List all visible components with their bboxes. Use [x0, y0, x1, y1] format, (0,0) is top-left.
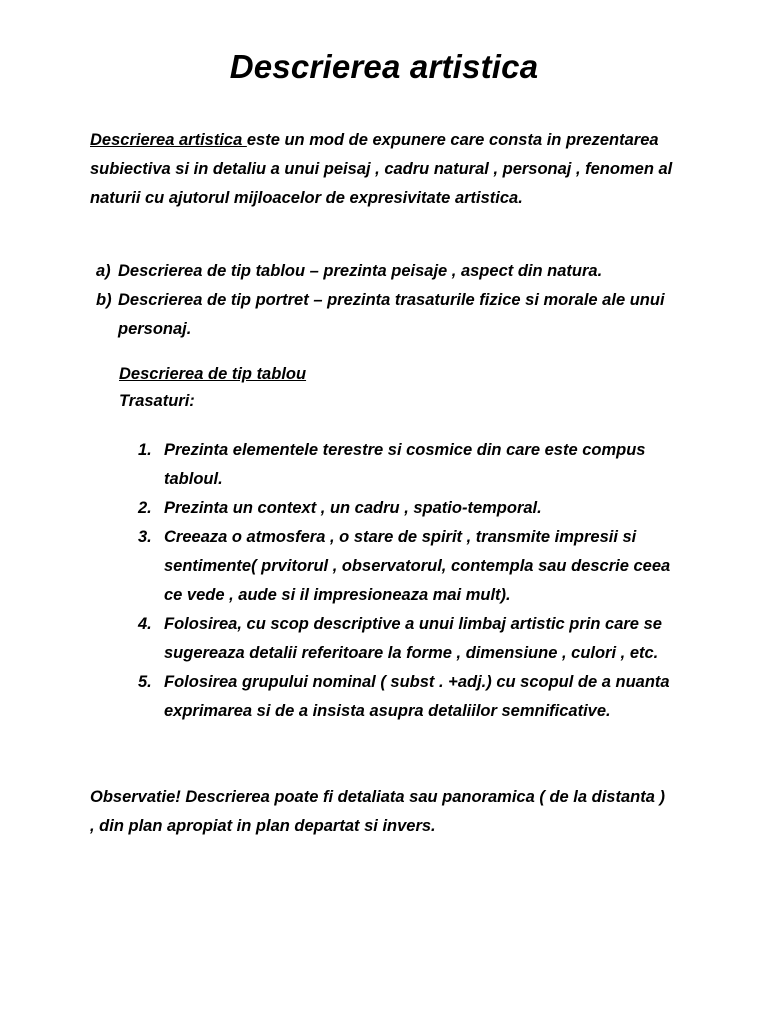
- list-marker: a): [96, 262, 111, 280]
- list-item: [138, 610, 678, 668]
- section-heading: Descrierea de tip tablou: [119, 365, 307, 383]
- section-subheading: Trasaturi:: [119, 392, 195, 410]
- intro-text: este un mod de expunere care consta in prezentarea subiectiva si in detaliu a unui peisaj , cadru natural , personaj , fenomen al naturii cu ajutorul mijloacelor de expresivitate artistica.: [90, 131, 673, 207]
- list-number: 2.: [138, 499, 152, 517]
- list-marker: b): [96, 291, 112, 309]
- list-item-text: Folosirea, cu scop descriptive a unui limbaj artistic prin care se sugereaza detalii referitoare la forme , dimensiune , culori , etc.: [164, 615, 662, 662]
- page-title: Descrierea artistica: [229, 48, 539, 85]
- list-number: 1.: [138, 441, 152, 459]
- observation-paragraph: Observatie! Descrierea poate fi detaliata sau panoramica ( de la distanta ) , din plan apropiat in plan departat si invers.: [90, 788, 665, 835]
- list-item-text: Descrierea de tip portret – prezinta trasaturile fizice si morale ale unui personaj.: [118, 291, 665, 338]
- list-number: 3.: [138, 528, 152, 546]
- description-types-list: [96, 257, 696, 344]
- intro-paragraph: [90, 126, 680, 213]
- list-item-text: Descrierea de tip tablou – prezinta peisaje , aspect din natura.: [118, 262, 603, 280]
- list-item: [96, 286, 696, 344]
- list-number: 4.: [138, 615, 152, 633]
- list-number: 5.: [138, 673, 152, 691]
- list-item: [138, 494, 678, 523]
- list-item: [138, 436, 678, 494]
- list-item-text: Prezinta un context , un cadru , spatio-temporal.: [164, 499, 542, 517]
- section-header: [119, 361, 679, 415]
- list-item-text: Creeaza o atmosfera , o stare de spirit , transmite impresii si sentimente( prvitorul , observatorul, contempla sau descrie ceea ce vede , aude si il impresioneaza mai mult).: [164, 528, 671, 604]
- features-list: [138, 436, 678, 726]
- list-item: [138, 668, 678, 726]
- intro-term: Descrierea artistica: [90, 131, 247, 149]
- list-item: [96, 257, 696, 286]
- list-item-text: Folosirea grupului nominal ( subst . +adj.) cu scopul de a nuanta exprimarea si de a insista asupra detaliilor semnificative.: [164, 673, 670, 720]
- list-item-text: Prezinta elementele terestre si cosmice din care este compus tabloul.: [164, 441, 646, 488]
- list-item: [138, 523, 678, 610]
